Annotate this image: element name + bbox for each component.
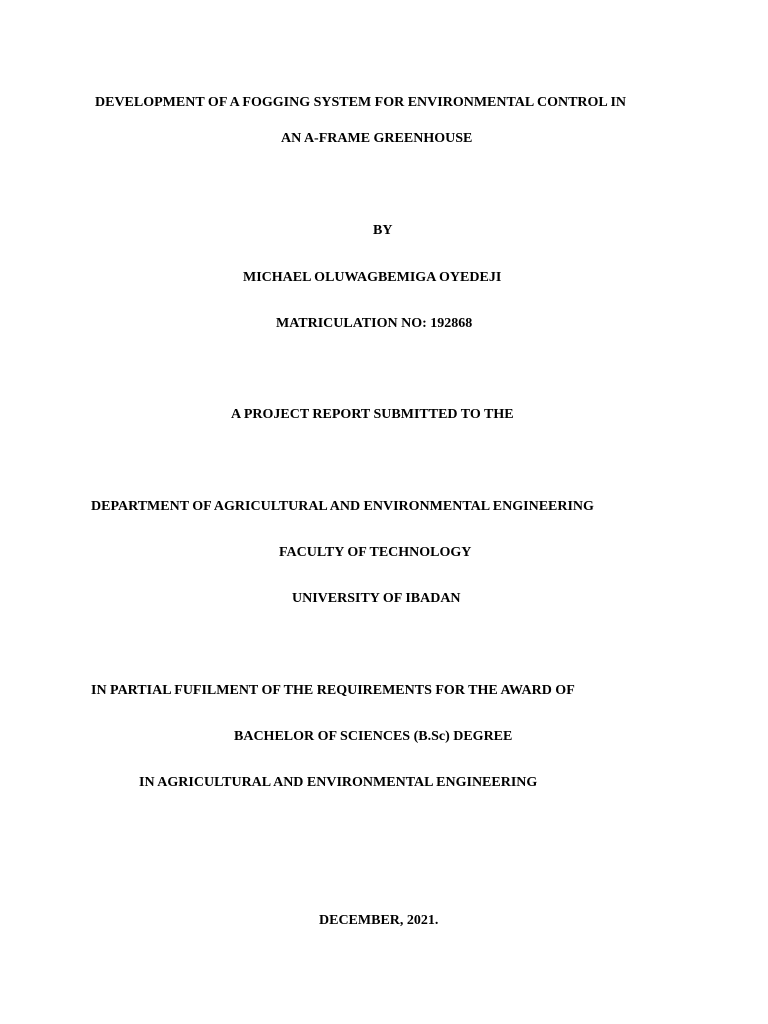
degree-name: BACHELOR OF SCIENCES (B.Sc) DEGREE [234,729,513,744]
degree-field: IN AGRICULTURAL AND ENVIRONMENTAL ENGINEERING [139,775,538,790]
submission-date: DECEMBER, 2021. [319,913,439,928]
university-name: UNIVERSITY OF IBADAN [292,591,461,606]
report-title-line-2: AN A-FRAME GREENHOUSE [281,131,473,146]
department-name: DEPARTMENT OF AGRICULTURAL AND ENVIRONMENTAL ENGINEERING [91,499,594,514]
report-title-line-1: DEVELOPMENT OF A FOGGING SYSTEM FOR ENVIRONMENTAL CONTROL IN [95,95,627,110]
by-label: BY [373,223,393,238]
submission-intro: A PROJECT REPORT SUBMITTED TO THE [231,407,514,422]
matriculation-number: MATRICULATION NO: 192868 [276,316,473,331]
faculty-name: FACULTY OF TECHNOLOGY [279,545,472,560]
author-name: MICHAEL OLUWAGBEMIGA OYEDEJI [243,270,502,285]
award-statement-line-1: IN PARTIAL FUFILMENT OF THE REQUIREMENTS FOR THE AWARD OF [91,683,575,698]
